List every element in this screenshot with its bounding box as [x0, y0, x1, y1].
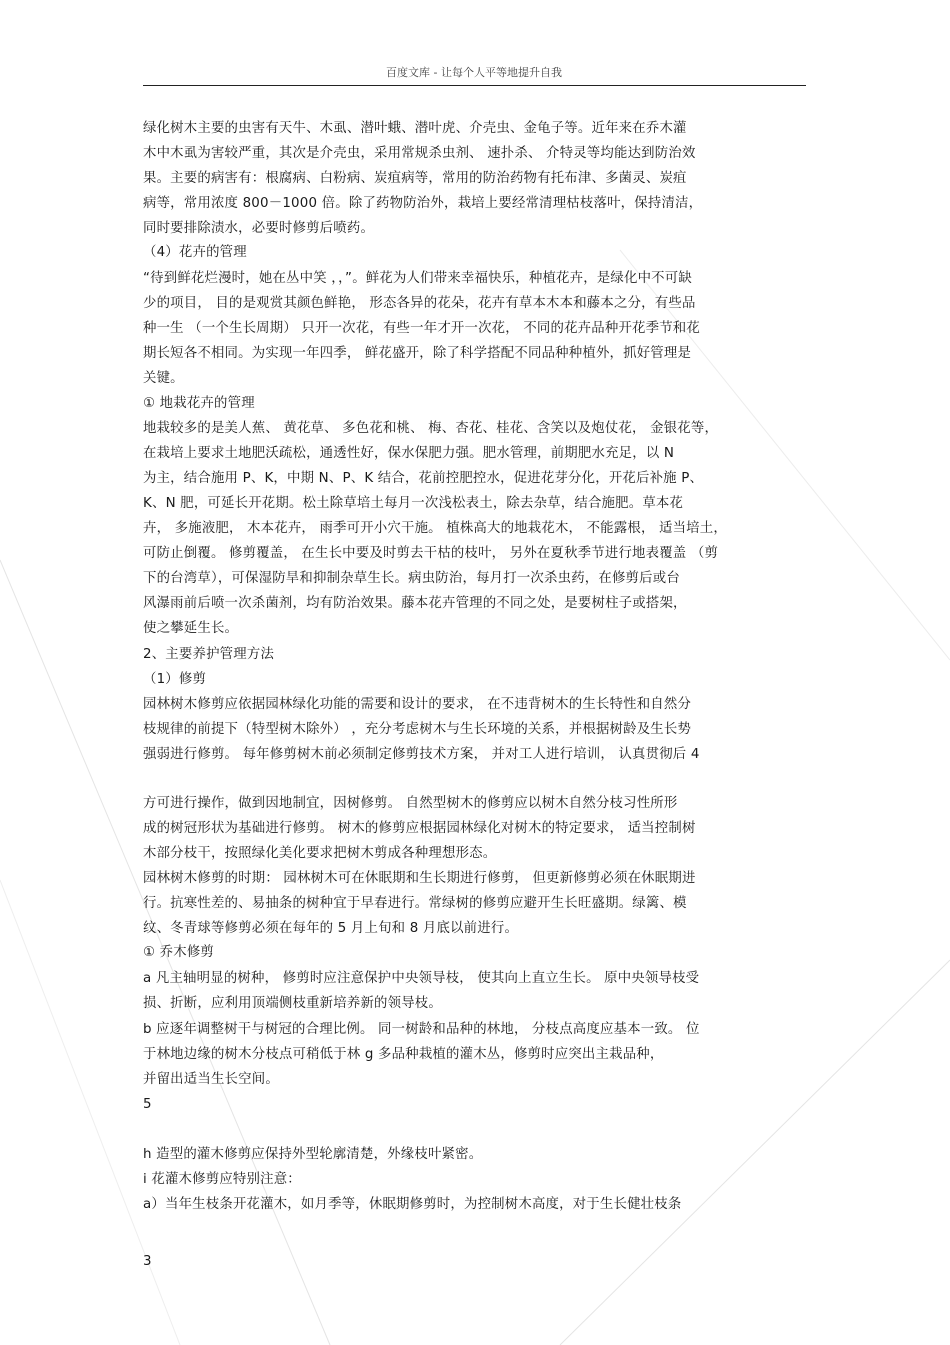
- text-line: 于林地边缘的树木分枝点可稍低于林 g 多品种栽植的灌木丛，修剪时应突出主栽品种，: [143, 1047, 664, 1062]
- text-line: ① 乔木修剪: [143, 945, 215, 960]
- text-line: 强弱进行修剪。 每年修剪树木前必须制定修剪技术方案， 并对工人进行培训， 认真贯彻后 4: [143, 747, 700, 762]
- text-line: 可防止倒覆。 修剪覆盖， 在生长中要及时剪去干枯的枝叶， 另外在夏秋季节进行地表覆盖 （剪: [143, 546, 719, 561]
- text-line: 损、折断，应利用顶端侧枝重新培养新的领导枝。: [143, 996, 442, 1011]
- text-line: 少的项目， 目的是观赏其颜色鲜艳， 形态各异的花朵，花卉有草本木本和藤本之分，有些品: [143, 296, 696, 311]
- text-line: 使之攀延生长。: [143, 621, 239, 636]
- text-line: 地栽较多的是美人蕉、 黄花草、 多色花和桃、 梅、杏花、桂花、含笑以及炮仗花， 金银花等，: [143, 421, 719, 436]
- text-line: 病等，常用浓度 800－1000 倍。除了药物防治外，栽培上要经常清理枯枝落叶，保持清洁，: [143, 196, 703, 211]
- text-line: 方可进行操作，做到因地制宜，因树修剪。 自然型树木的修剪应以树木自然分枝习性所形: [143, 796, 678, 811]
- text-line: 并留出适当生长空间。: [143, 1072, 279, 1087]
- text-line: 绿化树木主要的虫害有天牛、木虱、潜叶蛾、潜叶虎、介壳虫、金龟子等。近年来在乔木灌: [143, 121, 687, 136]
- text-line: 下的台湾草），可保湿防旱和抑制杂草生长。病虫防治，每月打一次杀虫药，在修剪后或台: [143, 571, 680, 586]
- text-line: （1）修剪: [143, 672, 207, 687]
- text-line: i 花灌木修剪应特别注意：: [143, 1172, 301, 1187]
- text-line: 木部分枝干，按照绿化美化要求把树木剪成各种理想形态。: [143, 846, 497, 861]
- text-line: “待到鲜花烂漫时，她在丛中笑 ，，”。鲜花为人们带来幸福快乐，种植花卉，是绿化中不可缺: [143, 271, 692, 286]
- text-line: a 凡主轴明显的树种， 修剪时应注意保护中央领导枝， 使其向上直立生长。 原中央领导枝受: [143, 971, 700, 986]
- text-line: 期长短各不相同。为实现一年四季， 鲜花盛开，除了科学搭配不同品种种植外，抓好管理是: [143, 346, 692, 361]
- text-line: ① 地栽花卉的管理: [143, 396, 255, 411]
- text-line: 风瀑雨前后喷一次杀菌剂，均有防治效果。藤本花卉管理的不同之处，是要树柱子或搭架，: [143, 596, 687, 611]
- text-line: 5: [143, 1097, 152, 1112]
- text-line: a）当年生枝条开花灌木，如月季等，休眠期修剪时，为控制树木高度，对于生长健壮枝条: [143, 1197, 682, 1212]
- text-line: 成的树冠形状为基础进行修剪。 树木的修剪应根据园林绿化对树木的特定要求， 适当控制树: [143, 821, 696, 836]
- page-number: 3: [143, 1254, 152, 1269]
- text-line: 同时要排除渍水，必要时修剪后喷药。: [143, 221, 375, 236]
- text-line: h 造型的灌木修剪应保持外型轮廓清楚，外缘枝叶紧密。: [143, 1147, 483, 1162]
- text-line: b 应逐年调整树干与树冠的合理比例。 同一树龄和品种的林地， 分枝点高度应基本一致。 位: [143, 1022, 700, 1037]
- text-line: （4）花卉的管理: [143, 245, 247, 260]
- text-line: K、N 肥，可延长开花期。松土除草培土每月一次浅松表土，除去杂草，结合施肥。草本花: [143, 496, 684, 511]
- text-line: 为主，结合施用 P、K，中期 N、P、K 结合，花前控肥控水，促进花芽分化，开花后补施 P、: [143, 471, 704, 486]
- page-header: 百度文库 - 让每个人平等地提升自我: [386, 66, 562, 79]
- text-line: 行。抗寒性差的、易抽条的树种宜于早春进行。常绿树的修剪应避开生长旺盛期。绿篱、模: [143, 896, 687, 911]
- text-line: 园林树木修剪的时期： 园林树木可在休眠期和生长期进行修剪， 但更新修剪必须在休眠期进: [143, 871, 696, 886]
- text-line: 在栽培上要求土地肥沃疏松，通透性好，保水保肥力强。肥水管理，前期肥水充足，以 N: [143, 446, 675, 461]
- text-line: 卉， 多施液肥， 木本花卉， 雨季可开小穴干施。 植株高大的地栽花木， 不能露根， 适当培土，: [143, 521, 727, 536]
- text-line: 种一生 （一个生长周期） 只开一次花，有些一年才开一次花， 不同的花卉品种开花季节和花: [143, 321, 700, 336]
- header-divider: [143, 85, 806, 86]
- text-line: 纹、冬青球等修剪必须在每年的 5 月上旬和 8 月底以前进行。: [143, 921, 519, 936]
- text-line: 枝规律的前提下（特型树木除外） ，充分考虑树木与生长环境的关系，并根据树龄及生长势: [143, 722, 692, 737]
- text-line: 木中木虱为害较严重，其次是介壳虫，采用常规杀虫剂、 速扑杀、 介特灵等均能达到防治效: [143, 146, 696, 161]
- text-line: 园林树木修剪应依据园林绿化功能的需要和设计的要求， 在不违背树木的生长特性和自然分: [143, 697, 692, 712]
- text-line: 关键。: [143, 371, 184, 386]
- text-line: 2、主要养护管理方法: [143, 647, 275, 662]
- text-line: 果。主要的病害有：根腐病、白粉病、炭疽病等，常用的防治药物有托布津、多菌灵、炭疽: [143, 171, 687, 186]
